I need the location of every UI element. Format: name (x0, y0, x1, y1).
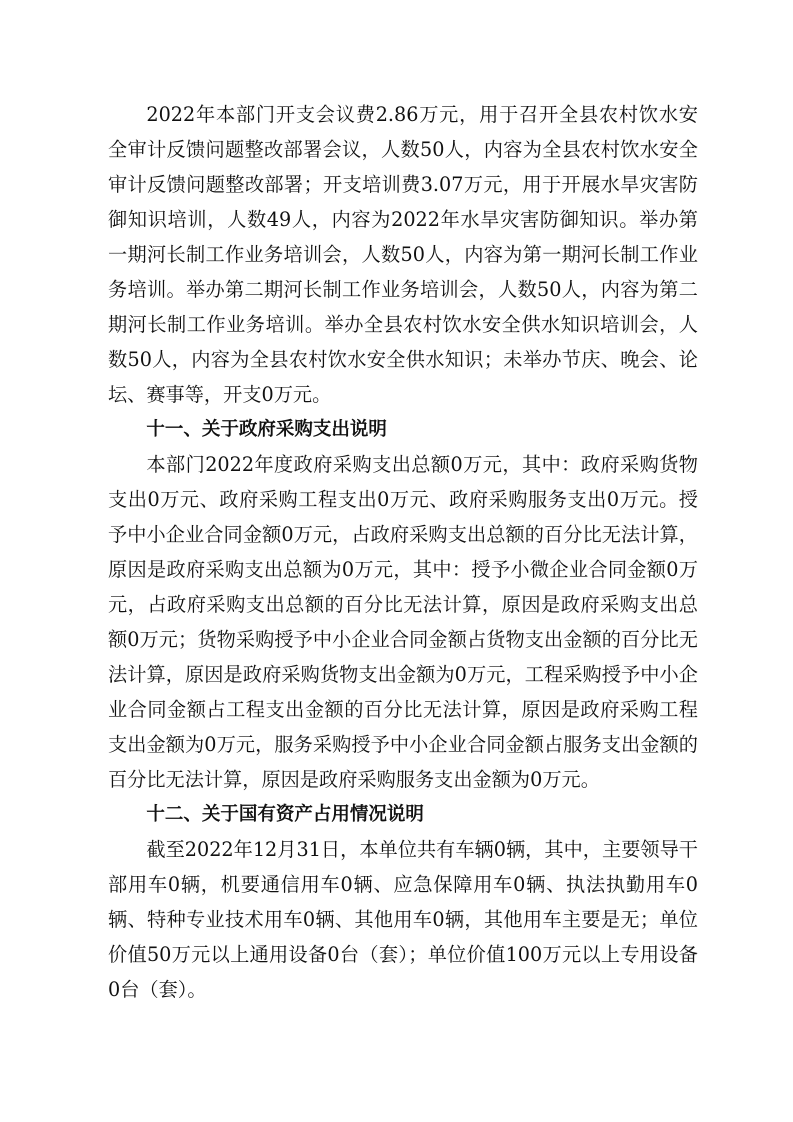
document-body (108, 97, 698, 1007)
paragraph-state-assets: 截至2022年12月31日，本单位共有车辆0辆，其中，主要领导干部用车0辆，机要通信用车0辆、应急保障用车0辆、执法执勤用车0辆、特种专业技术用车0辆、其他用车0辆，其他用车主要是无；单位价值50万元以上通用设备0台（套）；单位价值100万元以上专用设备0台（套）。 (108, 838, 698, 1001)
section-heading-state-assets: 十二、关于国有资产占用情况说明 (146, 804, 424, 825)
paragraph-procurement: 本部门2022年度政府采购支出总额0万元，其中：政府采购货物支出0万元、政府采购工程支出0万元、政府采购服务支出0万元。授予中小企业合同金额0万元，占政府采购支出总额的百分比无法计算，原因是政府采购支出总额为0万元，其中：授予小微企业合同金额0万元，占政府采购支出总额的百分比无法计算，原因是政府采购支出总额0万元；货物采购授予中小企业合同金额占货物支出金额的百分比无法计算，原因是政府采购货物支出金额为0万元，工程采购授予中小企业合同金额占工程支出金额的百分比无法计算，原因是政府采购工程支出金额为0万元，服务采购授予中小企业合同金额占服务支出金额的百分比无法计算，原因是政府采购服务支出金额为0万元。 (108, 453, 698, 791)
paragraph-meeting-training-expenses: 2022年本部门开支会议费2.86万元，用于召开全县农村饮水安全审计反馈问题整改部署会议，人数50人，内容为全县农村饮水安全审计反馈问题整改部署；开支培训费3.07万元，用于开展水旱灾害防御知识培训，人数49人，内容为2022年水旱灾害防御知识。举办第一期河长制工作业务培训会，人数50人，内容为第一期河长制工作业务培训。举办第二期河长制工作业务培训会，人数50人，内容为第二期河长制工作业务培训。举办全县农村饮水安全供水知识培训会，人数50人，内容为全县农村饮水安全供水知识；未举办节庆、晚会、论坛、赛事等，开支0万元。 (108, 103, 698, 406)
section-heading-procurement: 十一、关于政府采购支出说明 (146, 419, 387, 440)
